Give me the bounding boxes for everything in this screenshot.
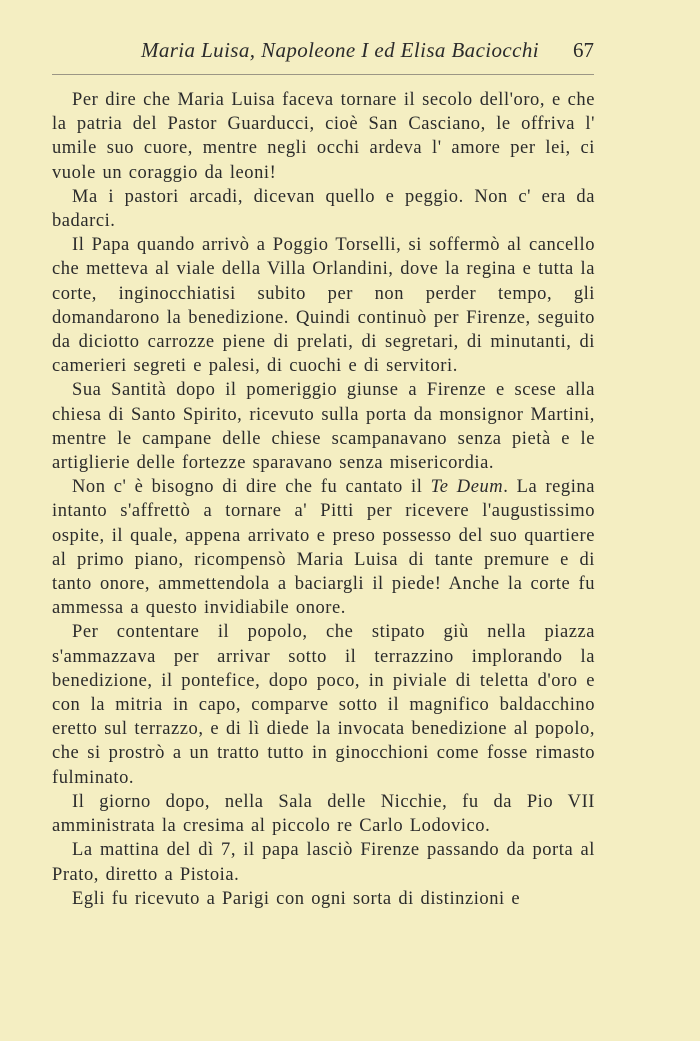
paragraph <box>52 475 595 620</box>
paragraph: Per dire che Maria Luisa faceva tornare il secolo dell'oro, e che la patria del Pastor Guarducci, cioè San Casciano, le offriva l' umile suo cuore, mentre negli occhi ardeva l' amore per lei, ci vuole un coraggio da leoni! <box>52 90 595 183</box>
running-title: Maria Luisa, Napoleone I ed Elisa Baciocchi <box>140 38 539 62</box>
page-number: 67 <box>573 38 594 62</box>
paragraph: Il Papa quando arrivò a Poggio Torselli, si soffermò al cancello che metteva al viale della Villa Orlandini, dove la regina e tutta la corte, inginocchiatisi subito per non perder tempo, gli domandarono la benedizione. Quindi continuò per Firenze, seguito da diciotto carrozze piene di prelati, di segretari, di minutanti, di camerieri segreti e palesi, di cuochi e di servitori. <box>52 235 595 377</box>
paragraph: La mattina del dì 7, il papa lasciò Firenze passando da porta al Prato, diretto a Pistoia. <box>52 840 595 885</box>
paragraph: Per contentare il popolo, che stipato giù nella piazza s'ammazzava per arrivar sotto il terrazzino implorando la benedizione, il pontefice, dopo poco, in piviale di teletta d'oro e con la mitria in capo, comparve sotto il magnifico baldacchino eretto sul terrazzo, e di lì diede la invocata benedizione al popolo, che si prostrò a un tratto tutto in ginocchioni come fosse rimasto fulminato. <box>52 622 595 788</box>
paragraph: Egli fu ricevuto a Parigi con ogni sorta di distinzioni e <box>72 888 521 909</box>
italic-title: Te Deum <box>430 477 504 498</box>
paragraph-text: Non c' è bisogno di dire che fu cantato il <box>72 477 431 498</box>
paragraph-text: . La regina intanto s'affrettò a tornare a' Pitti per ricevere l'augustissimo ospite, il quale, appena arrivato e preso possesso del suo quartiere al primo piano, ricompensò Maria Luisa di tante premure e di tanto onore, ammettendola a baciargli il piede! Anche la corte fu ammessa a questo invidiabile onore. <box>52 477 595 619</box>
body-text <box>52 88 595 911</box>
paragraph: Il giorno dopo, nella Sala delle Nicchie, fu da Pio VII amministrata la cresima al piccolo re Carlo Lodovico. <box>52 791 595 837</box>
running-header <box>52 38 594 75</box>
paragraph: Ma i pastori arcadi, dicevan quello e peggio. Non c' era da badarci. <box>52 186 595 232</box>
paragraph: Sua Santità dopo il pomeriggio giunse a Firenze e scese alla chiesa di Santo Spirito, ricevuto sulla porta da monsignor Martini, mentre le campane delle chiese scampanavano senza pietà e le artiglierie delle fortezze sparavano senza misericordia. <box>52 380 595 474</box>
